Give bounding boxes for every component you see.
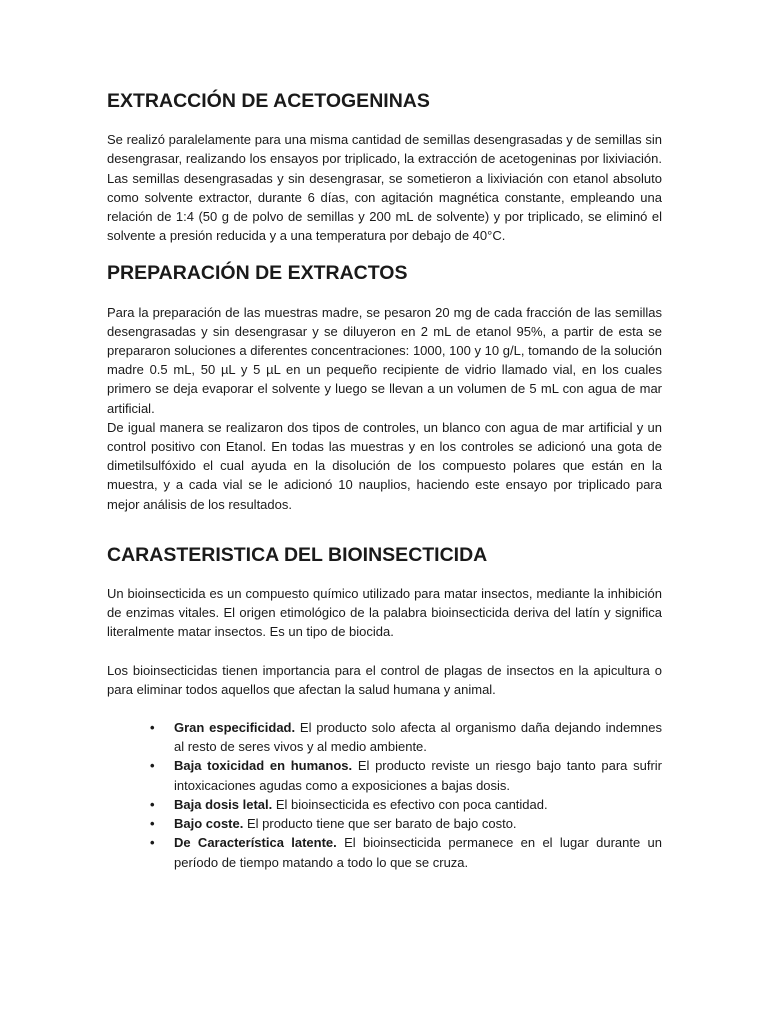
bullet-icon: • (150, 796, 155, 812)
list-item (150, 833, 662, 871)
list-item (150, 814, 662, 833)
paragraph-bioinsecticida-2: Los bioinsecticidas tienen importancia para el control de plagas de insectos en la apicultura o para eliminar todos aquellos que afectan la salud humana y animal. (107, 662, 662, 697)
list-item (150, 756, 662, 794)
characteristics-list (107, 718, 662, 872)
paragraph-preparacion-2: De igual manera se realizaron dos tipos de controles, un blanco con agua de mar artificial y un control positivo con Etanol. En todas las muestras y en los controles se adicionó una gota de dimetilsulfóxido el cual ayuda en la disolución de los compuesto polares que están en la muestra, y a cada vial se le adicionó 10 nauplios, haciendo este ensayo por triplicado para mejor análisis de los resultados. (107, 419, 662, 512)
bullet-icon: • (150, 758, 155, 774)
section-heading-caracteristica: CARASTERISTICA DEL BIOINSECTICIDA (107, 543, 488, 566)
list-item-text: El producto solo afecta al organismo daña dejando indemnes al resto de seres vivos y al medio ambiente. (174, 720, 662, 755)
document-page (107, 92, 662, 872)
list-item-term: Bajo coste. (174, 816, 244, 832)
list-item-term: Baja toxicidad en humanos. (174, 758, 353, 774)
list-item-text: El producto tiene que ser barato de bajo costo. (243, 816, 517, 832)
list-item (150, 795, 662, 814)
section-heading-preparacion: PREPARACIÓN DE EXTRACTOS (107, 262, 408, 285)
list-item-text: El bioinsecticida permanece en el lugar durante un período de tiempo matando a todo lo que se cruza. (174, 835, 662, 870)
paragraph-preparacion-1: Para la preparación de las muestras madre, se pesaron 20 mg de cada fracción de las semillas desengrasadas y sin desengrasar y se diluyeron en 2 mL de etanol 95%, a partir de esta se prepararon soluciones a diferentes concentraciones: 1000, 100 y 10 g/L, tomando de la solución madre 0.5 mL, 50 µL y 5 µL en un pequeño recipiente de vidrio llamado vial, en los cuales primero se deja evaporar el solvente y luego se llevan a un volumen de 5 mL con agua de mar artificial. (107, 304, 662, 416)
bullet-icon: • (150, 720, 155, 736)
list-item-term: De Característica latente. (174, 835, 337, 851)
list-item-text: El producto reviste un riesgo bajo tanto para sufrir intoxicaciones agudas como a exposiciones a bajas dosis. (174, 758, 662, 793)
paragraph-extraccion: Se realizó paralelamente para una misma cantidad de semillas desengrasadas y de semillas sin desengrasar, realizando los ensayos por triplicado, la extracción de acetogeninas por lixiviación. Las semillas desengrasadas y sin desengrasar, se sometieron a lixiviación con etanol absoluto como solvente extractor, durante 6 días, con agitación magnética constante, empleando una relación de 1:4 (50 g de polvo de semillas y 200 mL de solvente) y por triplicado, se eliminó el solvente a presión reducida y a una temperatura por debajo de 40°C. (107, 132, 662, 244)
list-item-term: Baja dosis letal. (174, 796, 273, 812)
bullet-icon: • (150, 816, 155, 832)
list-item-term: Gran especificidad. (174, 720, 296, 736)
paragraph-bioinsecticida-1: Un bioinsecticida es un compuesto químico utilizado para matar insectos, mediante la inhibición de enzimas vitales. El origen etimológico de la palabra bioinsecticida deriva del latín y significa literalmente matar insectos. Es un tipo de biocida. (107, 586, 662, 640)
section-heading-extraccion: EXTRACCIÓN DE ACETOGENINAS (107, 90, 430, 112)
bullet-icon: • (150, 835, 155, 851)
list-item (150, 718, 662, 756)
list-item-text: El bioinsecticida es efectivo con poca cantidad. (272, 796, 548, 812)
